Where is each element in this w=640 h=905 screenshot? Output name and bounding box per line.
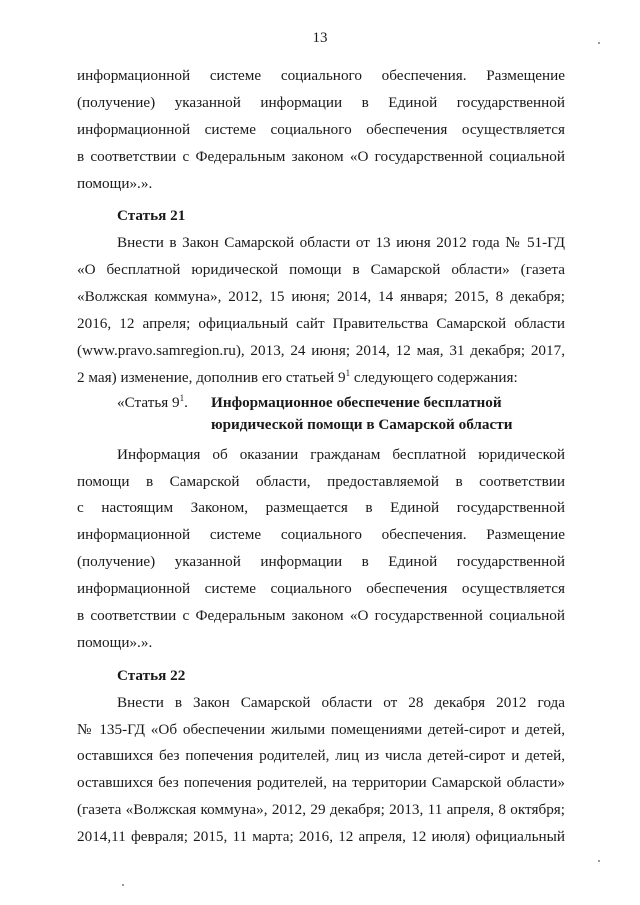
continuation-paragraph [77,63,565,197]
quoted-article-paragraph [77,442,565,657]
scan-speck [598,42,600,44]
text-line: информационной системе социального обеспечения. Размещение [77,67,565,84]
document-body [77,63,565,851]
text-line: помощи».». [77,633,153,651]
text-line: помощи».». [77,174,153,192]
quoted-article-title-line-1: Информационное обеспечение бесплатной [211,393,502,411]
article-21-paragraph [77,230,565,391]
text-fragment: 2 мая) изменение, дополнив его статьей 9 [77,368,346,386]
text-line: помощи в Самарской области, предоставляемой в соответствии [77,472,565,490]
scan-speck [122,884,124,886]
text-line: (газета «Волжская коммуна», 2012, 29 декабря; 2013, 11 апреля, 8 октября; [77,801,565,819]
text-line: «Волжская коммуна», 2012, 15 июня; 2014, 14 января; 2015, 8 декабря; [77,288,565,306]
text-line: (получение) указанной информации в Единой государственной [77,553,565,571]
text-line: Внести в Закон Самарской области от 13 июня 2012 года № 51-ГД [117,234,565,252]
text-line: (www.pravo.samregion.ru), 2013, 24 июня; 2014, 12 мая, 31 декабря; 2017, [77,341,565,359]
text-line: № 135-ГД «Об обеспечении жилыми помещениями детей-сирот и детей, [77,720,565,738]
text-line: 2014,11 февраля; 2015, 11 марта; 2016, 12 апреля, 12 июля) официальный [77,828,565,846]
text-line: «О бесплатной юридической помощи в Самарской области» (газета [77,261,565,279]
quoted-article-title-row [77,392,565,414]
article-21-heading: Статья 21 [117,207,186,225]
scan-speck [598,860,600,862]
quoted-article-number: «Статья $9^1$. [117,392,188,411]
text-line: информационной системе социального обеспечения осуществляется [77,120,565,138]
text-line: (получение) указанной информации в Единой государственной [77,93,565,111]
text-line: оставшихся без попечения родителей, лиц из числа детей-сирот и детей, [77,747,565,765]
text-fragment: следующего содержания: [350,368,518,386]
page-number: 13 [312,30,328,46]
text-line: Внести в Закон Самарской области от 28 декабря 2012 года [117,693,565,711]
text-line: оставшихся без попечения родителей, на территории Самарской области» [77,774,565,792]
article-22-heading: Статья 22 [117,666,186,684]
text-line [77,365,565,392]
text-line: с настоящим Законом, размещается в Единой государственной [77,499,565,517]
text-line: 2016, 12 апреля; официальный сайт Правительства Самарской области [77,315,565,333]
text-line: Информация об оказании гражданам бесплатной юридической [117,445,565,463]
text-line: в соответствии с Федеральным законом «О государственной социальной [77,607,565,625]
text-line: в соответствии с Федеральным законом «О государственной социальной [77,147,565,165]
text-line: информационной системе социального обеспечения. Размещение [77,526,565,544]
quoted-article-title-line-2: юридической помощи в Самарской области [211,415,513,433]
article-22-paragraph [77,690,565,851]
text-line: информационной системе социального обеспечения осуществляется [77,580,565,598]
superscript: 1 [345,367,351,378]
quoted-article-title-row-2 [77,414,565,436]
